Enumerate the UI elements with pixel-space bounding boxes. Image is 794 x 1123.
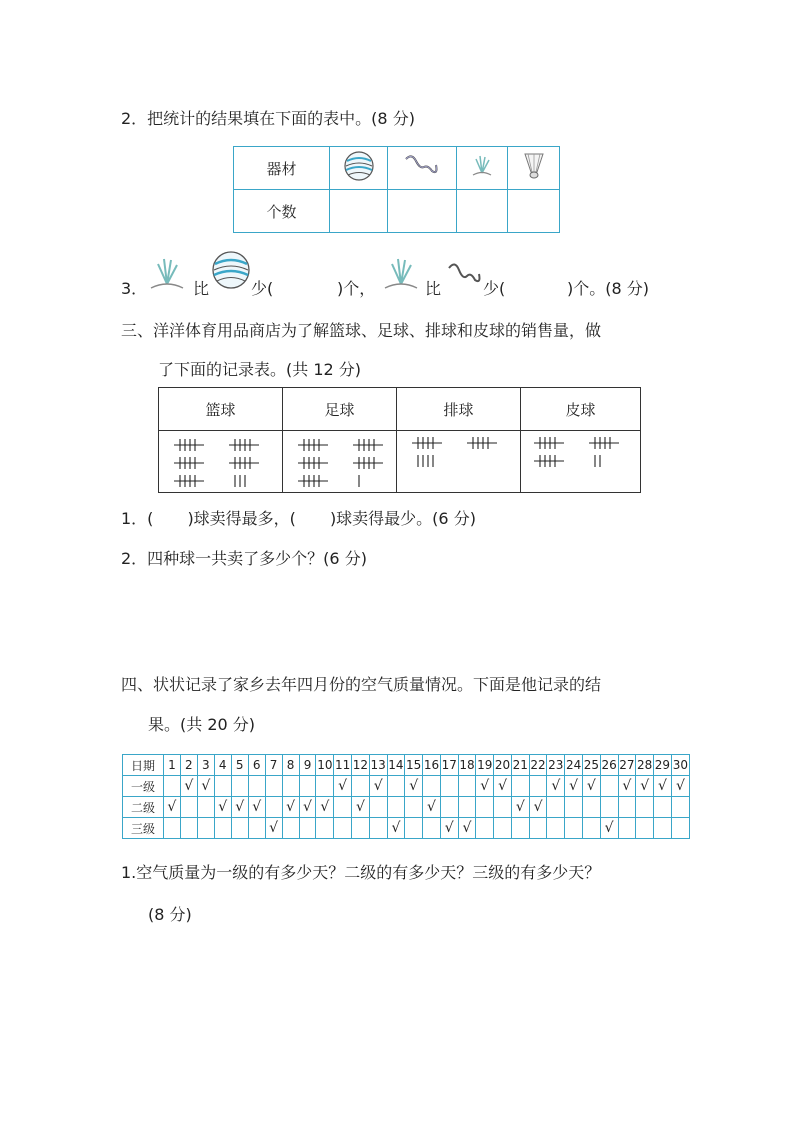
check-mark: √	[303, 799, 312, 815]
grade-cell	[197, 776, 214, 797]
grade-label: 三级	[123, 818, 164, 839]
grade-cell	[163, 818, 180, 839]
grade-cell	[231, 797, 248, 818]
header-football: 足球	[283, 388, 397, 431]
grade-cell	[265, 776, 282, 797]
check-mark: √	[586, 778, 596, 794]
grade-cell	[671, 818, 689, 839]
grade-cell	[618, 818, 636, 839]
grade-cell	[163, 797, 180, 818]
grade-cell	[334, 776, 352, 797]
check-mark: √	[657, 778, 667, 794]
s3q1-part-b: )球卖得最多，(	[187, 509, 296, 528]
section-3-question-2: 2．四种球一共卖了多少个？(6 分)	[121, 549, 367, 568]
tally-group	[412, 437, 442, 449]
grade-cell	[529, 797, 547, 818]
grade-cell	[214, 776, 231, 797]
grade-cell	[405, 776, 423, 797]
check-mark: √	[462, 820, 472, 836]
tally-cell-rubber-ball	[521, 431, 641, 493]
grade-cell	[618, 797, 636, 818]
tally-group	[298, 439, 328, 451]
grade-label: 一级	[123, 776, 164, 797]
check-mark: √	[201, 778, 211, 794]
section-3-question-1	[121, 506, 476, 529]
header-volleyball: 排球	[397, 388, 521, 431]
s3q1-part-c: )球卖得最少。(6 分)	[329, 509, 476, 528]
day-number: 30	[671, 755, 689, 776]
tally-group	[418, 455, 433, 467]
grade-cell	[654, 818, 672, 839]
section-3-line-1: 三、洋洋体育用品商店为了解篮球、足球、排球和皮球的销售量，做	[121, 321, 602, 340]
day-number: 29	[654, 755, 672, 776]
grade-cell	[671, 797, 689, 818]
check-mark: √	[622, 778, 632, 794]
count-cell-shuttlecock[interactable]	[508, 190, 560, 233]
grade-cell	[387, 776, 405, 797]
grade-cell	[180, 797, 197, 818]
grade-cell	[248, 818, 265, 839]
check-mark: √	[286, 799, 296, 815]
check-mark: √	[498, 778, 507, 794]
tally-group	[353, 457, 383, 469]
check-mark: √	[391, 820, 401, 836]
grade-cell	[636, 797, 654, 818]
grade-cell	[282, 797, 299, 818]
section-3-line-2: 了下面的记录表。(共 12 分)	[158, 360, 362, 379]
day-number: 12	[352, 755, 370, 776]
grade-cell	[654, 776, 672, 797]
tally-table	[158, 387, 641, 493]
check-mark: √	[338, 778, 348, 794]
tally-group	[229, 439, 259, 451]
tally-group	[534, 455, 564, 467]
less-than-open-1: 少(	[251, 279, 274, 298]
table-header-equipment: 器材	[234, 147, 330, 190]
check-mark: √	[409, 778, 419, 794]
air-quality-table	[122, 754, 690, 839]
check-mark: √	[427, 799, 436, 815]
check-mark: √	[444, 820, 454, 836]
grade-cell	[352, 818, 370, 839]
tally-marks	[166, 433, 276, 491]
tally-group	[595, 455, 600, 467]
grade-cell	[494, 776, 512, 797]
grade-cell	[180, 776, 197, 797]
check-mark: √	[373, 778, 383, 794]
tally-group	[298, 475, 328, 487]
check-mark: √	[320, 799, 330, 815]
grade-cell	[476, 797, 494, 818]
day-number: 5	[231, 755, 248, 776]
date-header: 日期	[123, 755, 164, 776]
section-4-line-1: 四、状状记录了家乡去年四月份的空气质量情况。下面是他记录的结	[121, 675, 602, 694]
grade-cell	[494, 818, 512, 839]
day-number: 4	[214, 755, 231, 776]
grade-cell	[565, 797, 583, 818]
tally-marks	[404, 431, 514, 489]
day-number: 27	[618, 755, 636, 776]
day-number: 6	[248, 755, 265, 776]
day-number: 28	[636, 755, 654, 776]
check-mark: √	[269, 820, 279, 836]
grade-cell	[547, 818, 565, 839]
grade-cell	[511, 776, 529, 797]
day-number: 20	[494, 755, 512, 776]
grade-cell	[265, 818, 282, 839]
unit-close-1: )个，	[337, 279, 376, 298]
shuttlecock-flower-icon	[379, 254, 423, 298]
grade-cell	[440, 797, 458, 818]
grade-cell	[369, 776, 387, 797]
section-4-question-1-line-2: (8 分)	[148, 905, 192, 924]
s3q1-part-a: 1．(	[121, 509, 154, 528]
day-number: 2	[180, 755, 197, 776]
check-mark: √	[675, 778, 685, 794]
grade-cell	[334, 818, 352, 839]
day-number: 23	[547, 755, 565, 776]
day-number: 14	[387, 755, 405, 776]
grade-cell	[582, 797, 600, 818]
grade-cell	[529, 818, 547, 839]
grade-cell	[547, 797, 565, 818]
tally-group	[589, 437, 619, 449]
grade-cell	[248, 797, 265, 818]
grade-cell	[352, 797, 370, 818]
grade-cell	[282, 776, 299, 797]
header-basketball: 篮球	[159, 388, 283, 431]
day-number: 11	[334, 755, 352, 776]
ball-icon	[330, 147, 388, 190]
day-number: 24	[565, 755, 583, 776]
grade-cell	[600, 797, 618, 818]
count-cell-ball[interactable]	[330, 190, 388, 233]
grade-cell	[299, 776, 316, 797]
compare-word-2: 比	[425, 279, 442, 298]
grade-cell	[636, 818, 654, 839]
grade-cell	[231, 818, 248, 839]
grade-cell	[618, 776, 636, 797]
rope-icon	[445, 258, 485, 294]
grade-cell	[423, 797, 441, 818]
rope-icon	[388, 147, 456, 190]
grade-cell	[582, 776, 600, 797]
check-mark: √	[569, 778, 579, 794]
grade-cell	[600, 776, 618, 797]
check-mark: √	[184, 778, 194, 794]
check-mark: √	[640, 778, 650, 794]
day-number: 21	[511, 755, 529, 776]
check-mark: √	[551, 778, 561, 794]
grade-cell	[671, 776, 689, 797]
grade-cell	[334, 797, 352, 818]
grade-cell	[197, 797, 214, 818]
day-number: 16	[423, 755, 441, 776]
day-number: 7	[265, 755, 282, 776]
day-number: 15	[405, 755, 423, 776]
day-number: 18	[458, 755, 476, 776]
tally-group	[353, 439, 383, 451]
tally-group	[229, 457, 259, 469]
grade-cell	[423, 818, 441, 839]
equipment-table	[233, 146, 560, 233]
section-4-line-2: 果。(共 20 分)	[148, 715, 256, 734]
check-mark: √	[533, 799, 543, 815]
day-number: 8	[282, 755, 299, 776]
tally-group	[467, 437, 497, 449]
day-number: 26	[600, 755, 618, 776]
check-mark: √	[604, 820, 614, 836]
less-than-open-2: 少(	[483, 279, 506, 298]
grade-cell	[231, 776, 248, 797]
grade-cell	[423, 776, 441, 797]
compare-word-1: 比	[193, 279, 210, 298]
grade-cell	[529, 776, 547, 797]
day-number: 13	[369, 755, 387, 776]
grade-cell	[248, 776, 265, 797]
grade-cell	[316, 818, 334, 839]
grade-label: 二级	[123, 797, 164, 818]
grade-cell	[405, 818, 423, 839]
shuttlecock-flower-icon	[456, 147, 508, 190]
grade-cell	[654, 797, 672, 818]
grade-cell	[316, 797, 334, 818]
grade-cell	[511, 797, 529, 818]
tally-group	[174, 457, 204, 469]
grade-cell	[180, 818, 197, 839]
grade-cell	[265, 797, 282, 818]
grade-cell	[565, 776, 583, 797]
grade-cell	[352, 776, 370, 797]
check-mark: √	[515, 799, 525, 815]
grade-cell	[299, 818, 316, 839]
grade-cell	[476, 776, 494, 797]
tally-group	[235, 475, 245, 487]
grade-cell	[547, 776, 565, 797]
shuttlecock-flower-icon	[145, 254, 189, 298]
grade-cell	[369, 797, 387, 818]
grade-cell	[405, 797, 423, 818]
check-mark: √	[355, 799, 365, 815]
check-mark: √	[235, 799, 245, 815]
grade-cell	[511, 818, 529, 839]
grade-cell	[163, 776, 180, 797]
grade-cell	[476, 818, 494, 839]
answer-blank-2[interactable]	[519, 276, 569, 294]
check-mark: √	[480, 778, 490, 794]
question-2-text: 2．把统计的结果填在下面的表中。(8 分)	[121, 109, 415, 128]
day-number: 17	[440, 755, 458, 776]
header-rubber-ball: 皮球	[521, 388, 641, 431]
count-cell-rope[interactable]	[388, 190, 456, 233]
grade-cell	[440, 776, 458, 797]
unit-close-2: )个。(8 分)	[567, 279, 649, 298]
grade-cell	[440, 818, 458, 839]
tally-marks	[526, 431, 636, 489]
grade-cell	[582, 818, 600, 839]
tally-cell-football	[283, 431, 397, 493]
check-mark: √	[252, 799, 262, 815]
tally-marks	[290, 433, 390, 491]
table-header-count: 个数	[234, 190, 330, 233]
grade-cell	[387, 797, 405, 818]
grade-cell	[636, 776, 654, 797]
day-number: 25	[582, 755, 600, 776]
day-number: 19	[476, 755, 494, 776]
grade-cell	[458, 776, 476, 797]
tally-group	[298, 457, 328, 469]
grade-cell	[494, 797, 512, 818]
day-number: 10	[316, 755, 334, 776]
question-3-number: 3．	[121, 279, 148, 298]
check-mark: √	[218, 799, 228, 815]
tally-group	[174, 475, 204, 487]
ball-icon	[211, 250, 251, 294]
grade-cell	[299, 797, 316, 818]
day-number: 9	[299, 755, 316, 776]
answer-blank-1[interactable]	[287, 276, 337, 294]
tally-group	[174, 439, 204, 451]
tally-group	[534, 437, 564, 449]
day-number: 3	[197, 755, 214, 776]
tally-cell-volleyball	[397, 431, 521, 493]
tally-cell-basketball	[159, 431, 283, 493]
grade-cell	[214, 818, 231, 839]
grade-cell	[369, 818, 387, 839]
grade-cell	[565, 818, 583, 839]
grade-cell	[282, 818, 299, 839]
day-number: 1	[163, 755, 180, 776]
check-mark: √	[167, 799, 177, 815]
shuttlecock-icon	[508, 147, 560, 190]
day-number: 22	[529, 755, 547, 776]
grade-cell	[197, 818, 214, 839]
grade-cell	[387, 818, 405, 839]
count-cell-flower[interactable]	[456, 190, 508, 233]
grade-cell	[600, 818, 618, 839]
grade-cell	[458, 818, 476, 839]
grade-cell	[214, 797, 231, 818]
section-4-question-1-line-1: 1.空气质量为一级的有多少天？二级的有多少天？三级的有多少天？	[121, 863, 601, 882]
grade-cell	[316, 776, 334, 797]
grade-cell	[458, 797, 476, 818]
